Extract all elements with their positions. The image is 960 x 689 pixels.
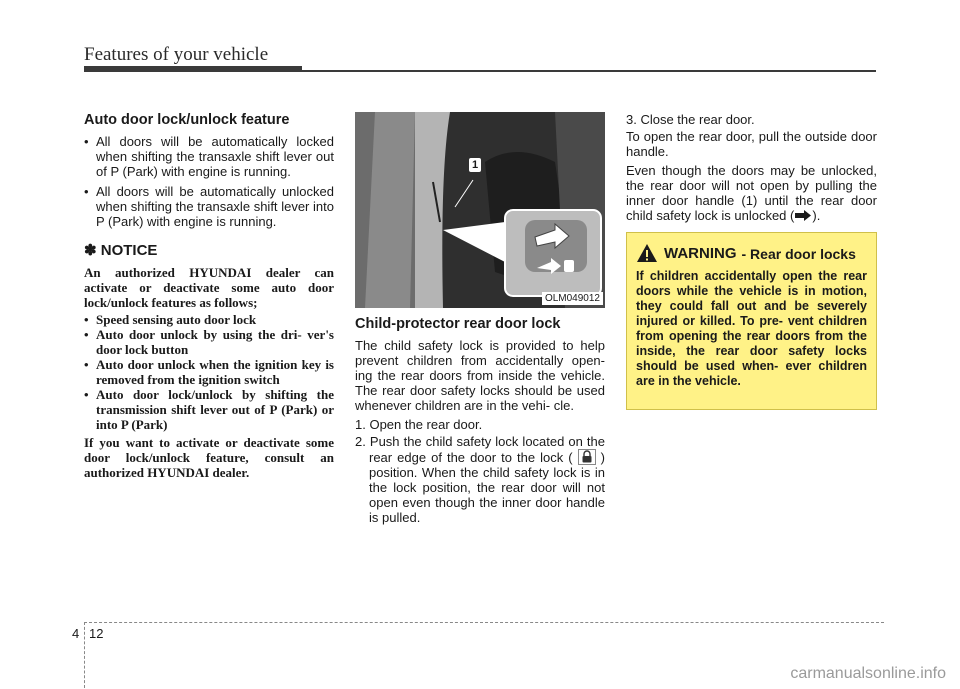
warning-text: If children accidentally open the rear doors while the vehicle is in motion, they could fall out and be severely injured or killed. To pre- vent children from opening the rear doors from the inside, the rear door safety locks should be used when- ever children are in the vehicle.	[636, 269, 867, 388]
notice-list	[84, 312, 334, 432]
auto-lock-bullet: • All doors will be automatically locked when shifting the transaxle shift lever out of P (Park) with engine is running.	[84, 134, 334, 179]
warning-title: WARNING	[664, 245, 737, 262]
notice-heading: ✽ NOTICE	[84, 242, 158, 259]
column-right	[626, 112, 877, 227]
child-lock-step: 1. Open the rear door.	[355, 417, 483, 432]
child-lock-intro: The child safety lock is provided to help prevent children from accidentally open- ing the rear doors from inside the vehicle. The rear door safety locks should be used whenever children are in the vehi- cle.	[355, 338, 605, 413]
notice-star-icon: ✽	[84, 242, 101, 259]
warning-box	[626, 232, 877, 410]
door-photo	[355, 112, 605, 308]
child-lock-steps	[355, 417, 605, 525]
warning-header	[636, 243, 867, 263]
page-section-number: 4	[72, 626, 80, 641]
notice-bullet: • Speed sensing auto door lock	[84, 312, 334, 327]
footer-rule-vertical	[84, 622, 86, 688]
page-number: 12	[89, 626, 104, 641]
notice-bullet: • Auto door unlock by using the dri- ver's door lock button	[84, 327, 334, 357]
auto-lock-heading: Auto door lock/unlock feature	[84, 112, 290, 128]
auto-lock-list	[84, 134, 334, 229]
warning-triangle-icon	[636, 243, 658, 263]
lock-icon	[578, 449, 596, 465]
warning-subtitle: - Rear door locks	[741, 246, 856, 262]
auto-lock-bullet: • All doors will be automatically unlocked when shifting the transaxle shift lever into P (Park) with engine is running.	[84, 184, 334, 229]
open-door-paragraph: To open the rear door, pull the outside door handle.	[626, 129, 877, 159]
notice-intro: An authorized HYUNDAI dealer can activate or deactivate some auto door lock/unlock features as follows;	[84, 265, 334, 310]
photo-code: OLM049012	[542, 292, 603, 305]
arrow-right-icon	[794, 208, 812, 223]
column-middle	[355, 112, 605, 527]
header-rule-thin	[302, 70, 876, 72]
notice-outro: If you want to activate or deactivate some door lock/unlock feature, consult an authorized HYUNDAI dealer.	[84, 435, 334, 480]
child-lock-step: 2. Push the child safety lock located on the rear edge of the door to the lock ( ) position. When the child safety lock is in the lock position, the rear door will not open even though the inner door handle is pulled.	[355, 434, 605, 525]
child-lock-step: 3. Close the rear door.	[626, 112, 755, 127]
footer-rule-horizontal	[84, 622, 884, 623]
door-photo-illustration	[355, 112, 605, 308]
column-left	[84, 112, 334, 482]
notice-bullet: • Auto door lock/unlock by shifting the transmission shift lever out of P (Park) or into P (Park)	[84, 387, 334, 432]
notice-bullet: • Auto door unlock when the ignition key is removed from the ignition switch	[84, 357, 334, 387]
page-header-title: Features of your vehicle	[84, 44, 269, 65]
child-lock-heading: Child-protector rear door lock	[355, 316, 561, 332]
photo-callout-label: 1	[469, 158, 481, 172]
header-rule-thick	[84, 66, 302, 72]
child-lock-steps-cont	[626, 112, 877, 127]
unlock-paragraph: Even though the doors may be unlocked, the rear door will not open by pulling the inner door handle (1) until the rear door child safety lock is unlocked ( ).	[626, 163, 877, 223]
watermark: carmanualsonline.info	[790, 665, 946, 682]
